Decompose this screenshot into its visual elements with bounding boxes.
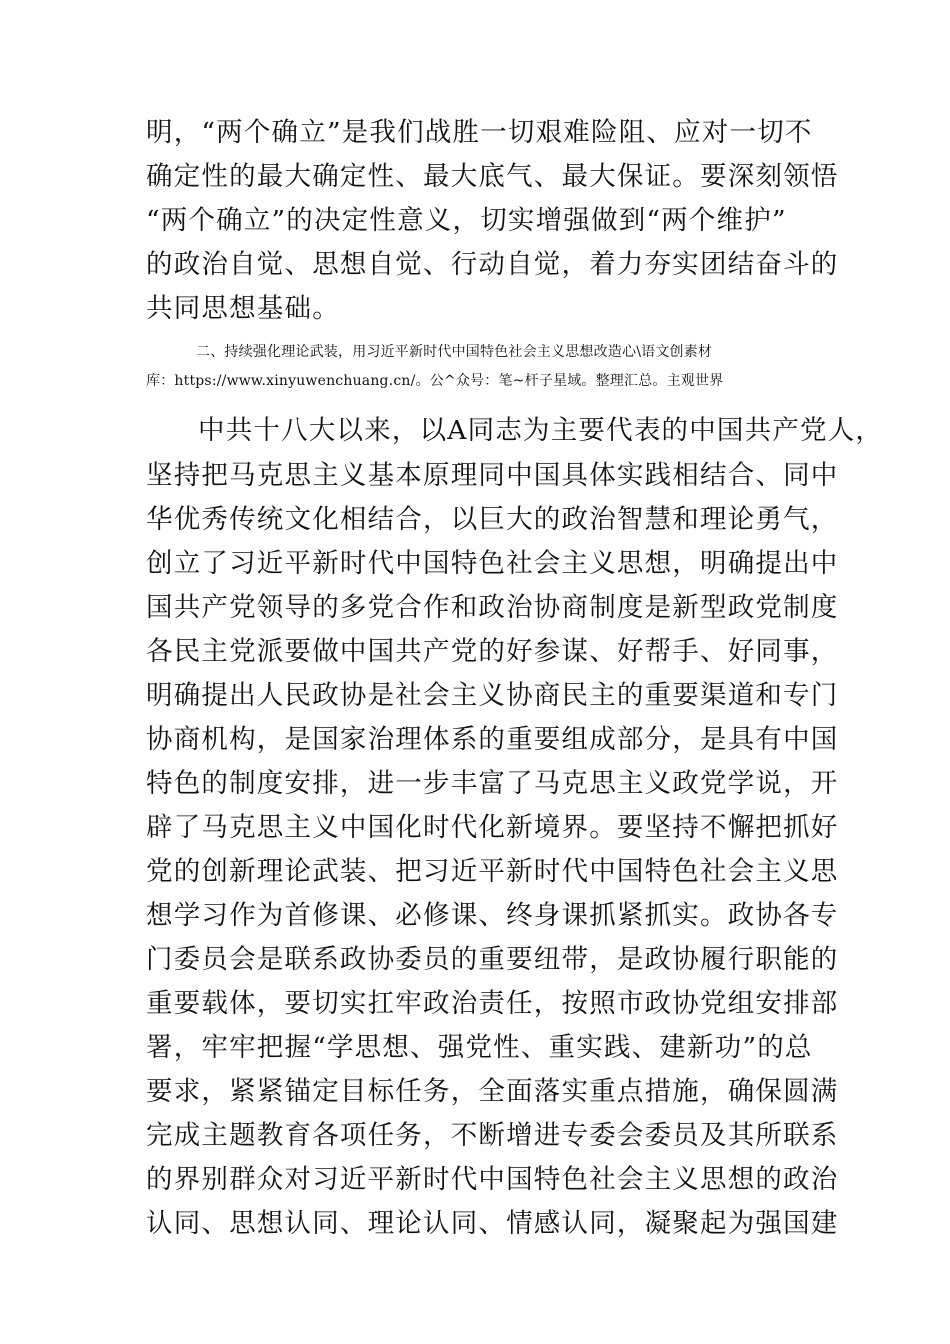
paragraph-line: 协商机构，是国家治理体系的重要组成部分，是具有中国 [146,724,839,755]
paragraph-line: 的政治自觉、思想自觉、行动自觉，着力夯实团结奋斗的 [146,249,839,280]
paragraph-line: 要求，紧紧锚定目标任务，全面落实重点措施，确保圆满 [146,1076,839,1107]
paragraph-line: 认同、思想认同、理论认同、情感认同，凝聚起为强国建 [146,1208,839,1239]
paragraph-line: 各民主党派要做中国共产党的好参谋、好帮手、好同事， [146,636,839,667]
paragraph-line: 特色的制度安排，进一步丰富了马克思主义政党学说，开 [146,768,839,799]
paragraph-line: 国共产党领导的多党合作和政治协商制度是新型政党制度 [146,592,839,623]
paragraph-line: 明确提出人民政协是社会主义协商民主的重要渠道和专门 [146,680,839,711]
paragraph-line: 坚持把马克思主义基本原理同中国具体实践相结合、同中 [146,460,839,491]
paragraph-line: 辟了马克思主义中国化时代化新境界。要坚持不懈把抓好 [146,812,839,843]
paragraph-line: 门委员会是联系政协委员的重要纽带，是政协履行职能的 [146,944,839,975]
paragraph-line: 中共十八大以来，以A同志为主要代表的中国共产党人， [198,415,884,446]
section-heading: 二、持续强化理论武装，用习近平新时代中国特色社会主义思想改造心\语文创素材 [196,344,713,360]
paragraph-line: 署，牢牢把握“学思想、强党性、重实践、建新功”的总 [146,1032,813,1063]
paragraph-line: 明，“两个确立”是我们战胜一切艰难险阻、应对一切不 [146,117,813,148]
paragraph-line: 想学习作为首修课、必修课、终身课抓紧抓实。政协各专 [146,900,839,931]
section-heading-continued: 库：https://www.xinyuwenchuang.cn/。公^众号：笔~杆子星域。整理汇总。主观世界 [146,373,724,389]
paragraph-line: 创立了习近平新时代中国特色社会主义思想，明确提出中 [146,548,839,579]
paragraph-line: 完成主题教育各项任务，不断增进专委会委员及其所联系 [146,1120,839,1151]
paragraph-line: 确定性的最大确定性、最大底气、最大保证。要深刻领悟 [146,161,839,192]
paragraph-line: 华优秀传统文化相结合，以巨大的政治智慧和理论勇气， [146,504,839,535]
paragraph-line: 党的创新理论武装、把习近平新时代中国特色社会主义思 [146,856,839,887]
paragraph-line: 的界别群众对习近平新时代中国特色社会主义思想的政治 [146,1164,839,1195]
paragraph-line: “两个确立”的决定性意义，切实增强做到“两个维护” [146,205,787,236]
paragraph-line: 重要载体，要切实扛牢政治责任，按照市政协党组安排部 [146,988,839,1019]
paragraph-line: 共同思想基础。 [146,293,340,324]
